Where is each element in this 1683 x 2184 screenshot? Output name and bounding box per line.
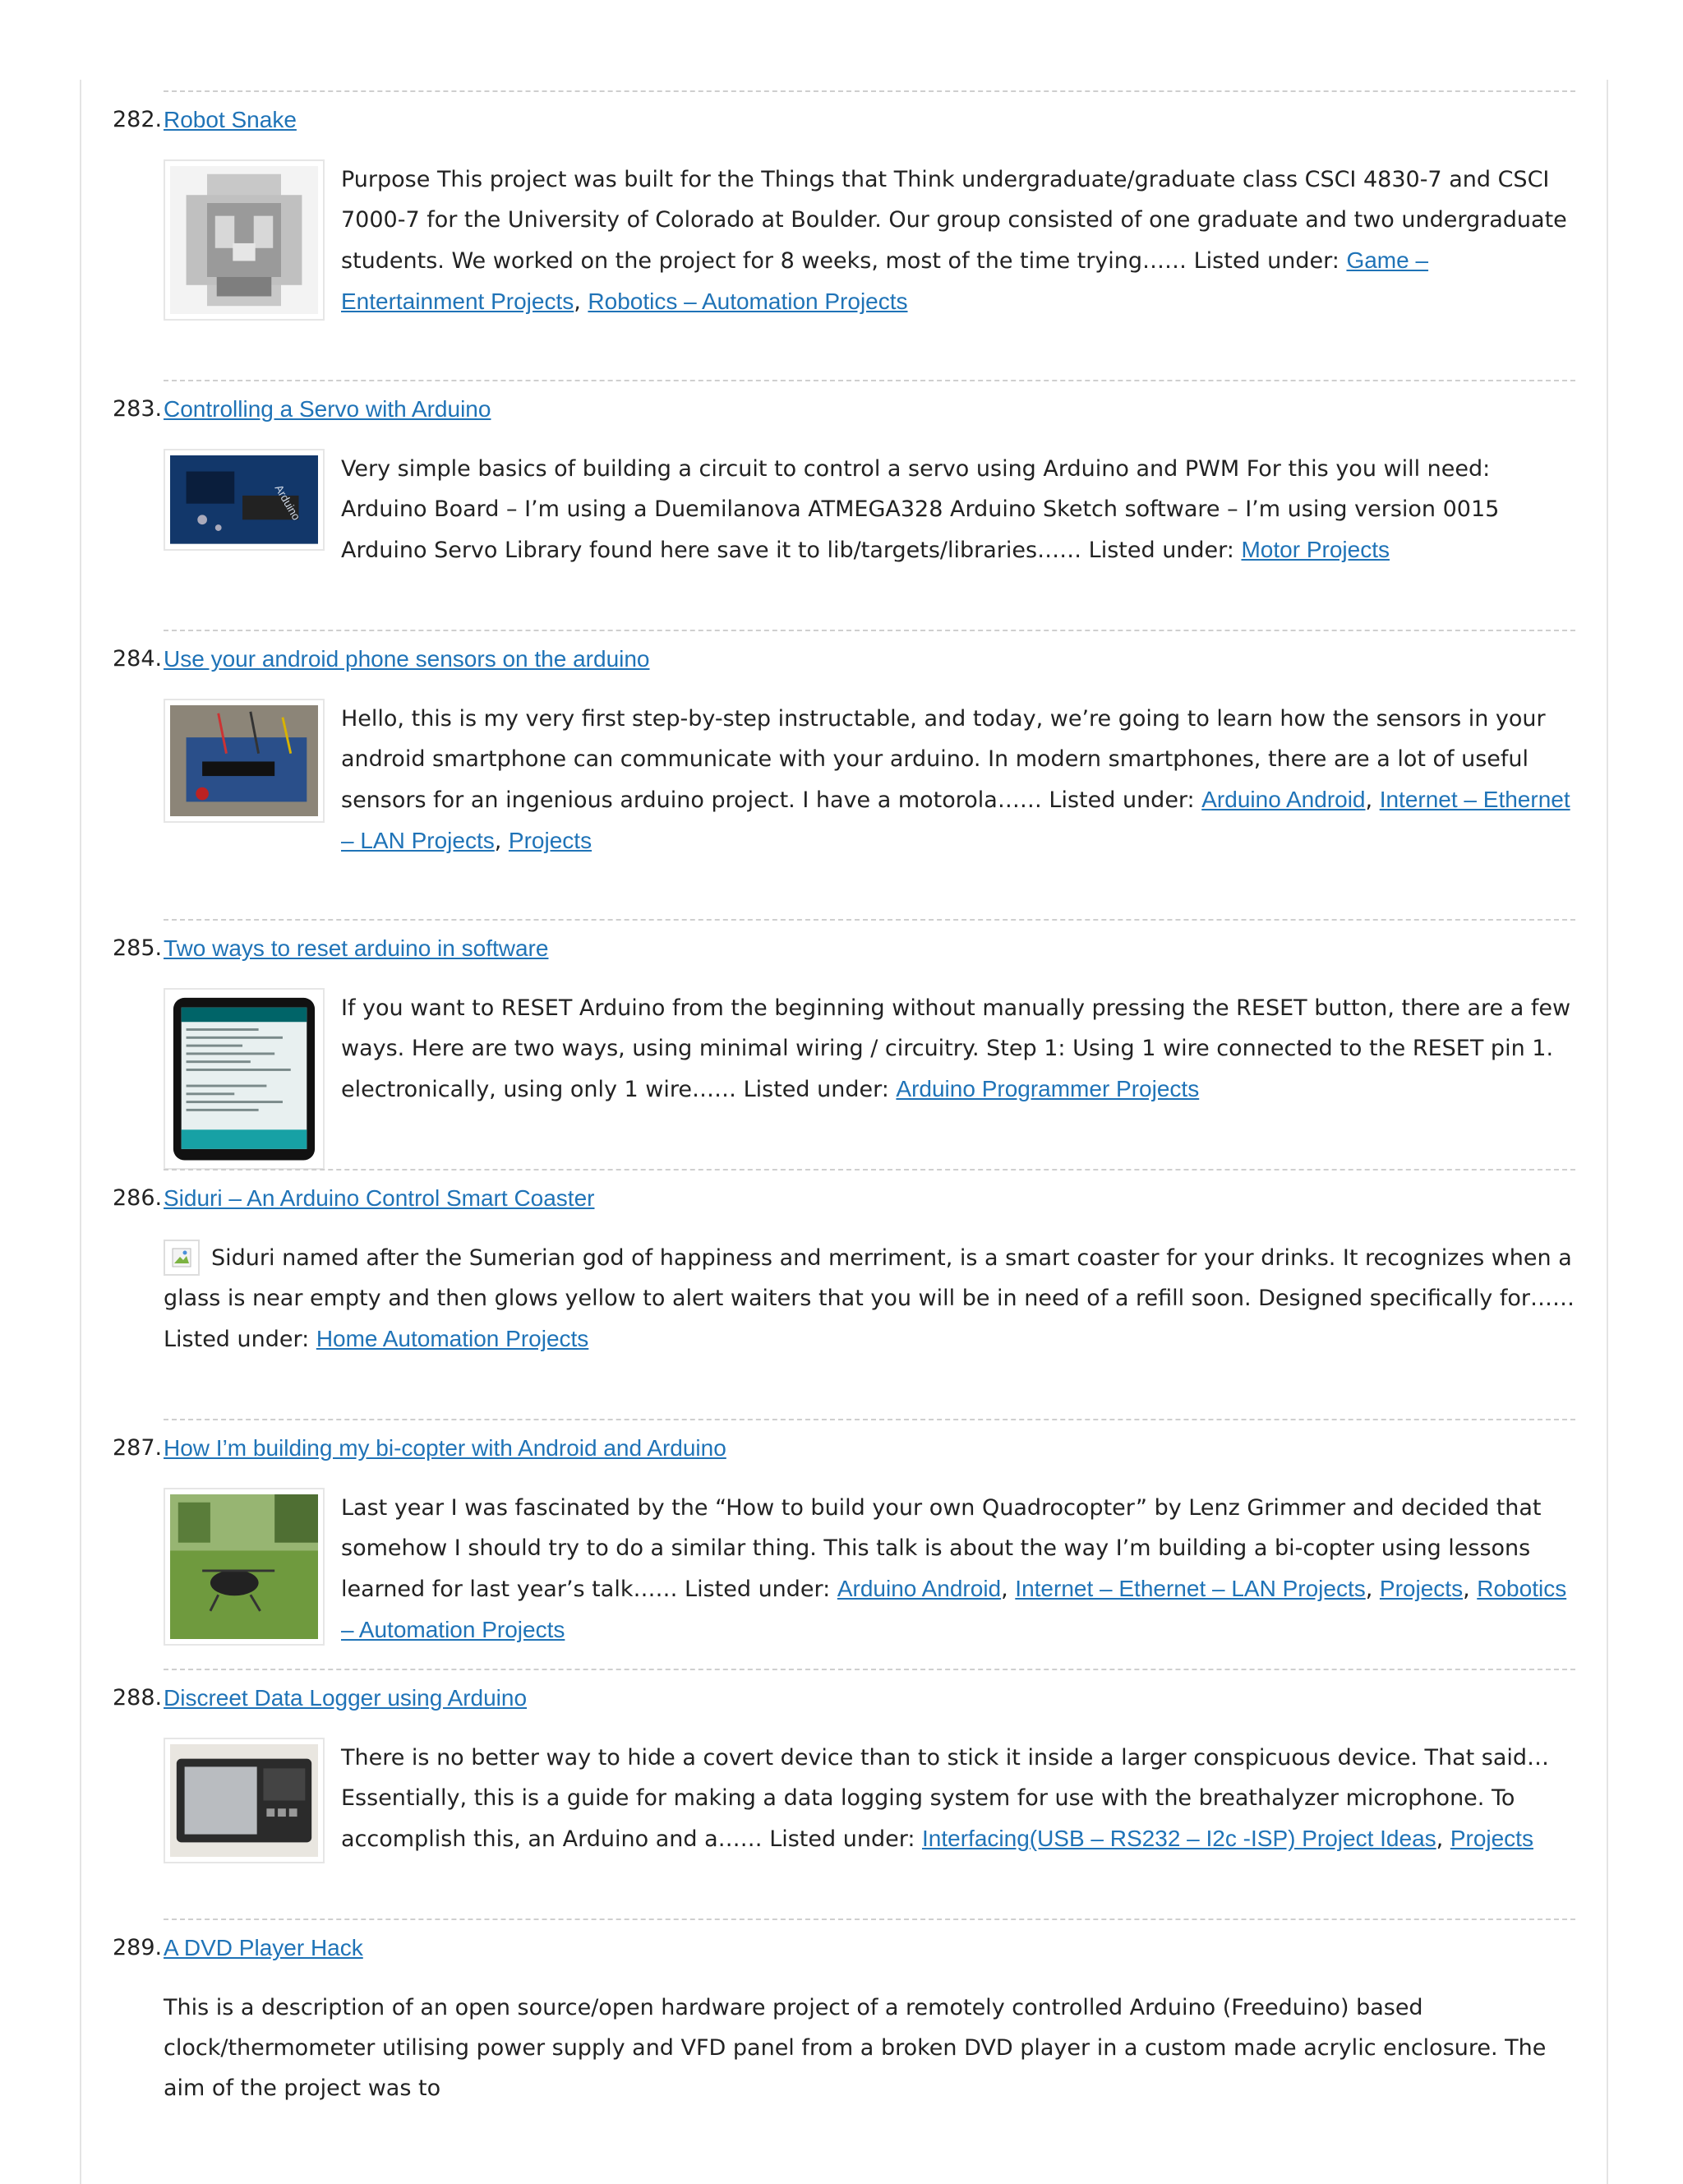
item-number: 285.	[113, 935, 163, 961]
item-number: 289.	[113, 1935, 163, 1960]
item-description: Hello, this is my very first step-by-step instructable, and today, we’re going to learn how the sensors in your android smartphone can communicate with your arduino. In modern smartphones, there are a lot of useful sensors for an ingenious arduino project. I have a motorola…… Listed under: Arduino Android, Internet – Ethernet – LAN Projects, Projects	[341, 706, 1570, 854]
thumbnail[interactable]	[164, 1488, 325, 1646]
divider	[164, 1169, 1575, 1170]
item-number: 288.	[113, 1685, 163, 1711]
bicopter-park-image	[170, 1494, 318, 1639]
item-title-link[interactable]: Two ways to reset arduino in software	[164, 935, 549, 961]
arduino-board-image	[170, 455, 318, 544]
item-description: If you want to RESET Arduino from the beginning without manually pressing the RESET button, there are a few ways. Here are two ways, using minimal wiring / circuitry. Step 1: Using 1 wire connected to the RESET pin 1. electronically, using only 1 wire…… Listed under: Arduino Programmer Projects	[341, 995, 1571, 1102]
tag-link[interactable]: Home Automation Projects	[316, 1326, 589, 1351]
list-item	[113, 90, 1575, 322]
tag-link[interactable]: Robotics – Automation Projects	[588, 289, 908, 314]
tag-link[interactable]: Projects	[1379, 1576, 1464, 1601]
cassette-recorder-image	[170, 1744, 318, 1857]
tag-link[interactable]: Internet – Ethernet – LAN Projects	[1015, 1576, 1366, 1601]
arduino-ide-tablet-image	[170, 995, 318, 1163]
divider	[164, 1669, 1575, 1670]
list-item	[113, 1419, 1575, 1651]
tag-link[interactable]: Internet – Ethernet – LAN Projects	[341, 787, 1570, 853]
item-description: Siduri named after the Sumerian god of happiness and merriment, is a smart coaster for your drinks. It recognizes when a glass is near empty and then glows yellow to alert waiters that you will be in need of a refill soon. Designed specifically for…… Listed under: Home Automation Projects	[164, 1238, 1575, 1360]
thumbnail[interactable]	[164, 699, 325, 823]
item-number: 284.	[113, 646, 163, 672]
item-title-link[interactable]: How I’m building my bi-copter with Android and Arduino	[164, 1435, 726, 1461]
thumbnail[interactable]	[164, 449, 325, 551]
item-title-link[interactable]: Robot Snake	[164, 107, 297, 132]
item-title-link[interactable]: Siduri – An Arduino Control Smart Coaster	[164, 1185, 595, 1211]
item-description: Very simple basics of building a circuit to control a servo using Arduino and PWM For this you will need: Arduino Board – I’m using a Duemilanova ATMEGA328 Arduino Sketch software – I’m using version 0015 Arduino Servo Library found here save it to lib/targets/libraries…… Listed under: Motor Projects	[341, 456, 1500, 563]
tag-link[interactable]: Projects	[1450, 1826, 1533, 1851]
item-title-link[interactable]: Use your android phone sensors on the arduino	[164, 646, 650, 672]
list-item	[113, 380, 1575, 570]
divider	[164, 630, 1575, 631]
item-description: Last year I was fascinated by the “How to build your own Quadrocopter” by Lenz Grimmer and decided that somehow I should try to do a similar thing. This talk is about the way I’m building a bi-copter using lessons learned for last year’s talk…… Listed under: Arduino Android, Internet – Ethernet – LAN Projects, Projects, Robotics – Automation Projects	[341, 1495, 1567, 1642]
item-description: There is no better way to hide a covert device than to stick it inside a larger conspicuous device. That said… Essentially, this is a guide for making a data logging system for use with the breathalyzer microphone. To accomplish this, an Arduino and a…… Listed under: Interfacing(USB – RS232 – I2c -ISP) Project Ideas, Projects	[341, 1745, 1550, 1852]
divider	[164, 380, 1575, 381]
item-title-link[interactable]: A DVD Player Hack	[164, 1935, 363, 1960]
thumbnail[interactable]	[164, 988, 325, 1170]
arduino-wires-image	[170, 705, 318, 816]
item-title-link[interactable]: Controlling a Servo with Arduino	[164, 396, 491, 422]
tag-link[interactable]: Arduino Programmer Projects	[896, 1076, 1200, 1101]
svg-text:Arduino: Arduino	[272, 483, 303, 523]
divider	[164, 1919, 1575, 1920]
tag-link[interactable]: Robotics – Automation Projects	[341, 1576, 1567, 1642]
divider	[164, 90, 1575, 92]
item-number: 287.	[113, 1435, 163, 1461]
item-number: 282.	[113, 107, 163, 132]
divider	[164, 919, 1575, 921]
list-item	[113, 1169, 1575, 1360]
item-title-link[interactable]: Discreet Data Logger using Arduino	[164, 1685, 528, 1711]
item-description: Purpose This project was built for the Things that Think undergraduate/graduate class CSCI 4830-7 and CSCI 7000-7 for the University of Colorado at Boulder. Our group consisted of one graduate and two undergraduate students. We worked on the project for 8 weeks, most of the time trying…… Listed under: Game – Entertainment Projects, Robotics – Automation Projects	[341, 167, 1567, 315]
divider	[164, 1419, 1575, 1420]
thumbnail[interactable]	[164, 159, 325, 321]
list-item	[113, 1669, 1575, 1863]
list-item	[113, 630, 1575, 861]
item-number: 283.	[113, 396, 163, 422]
tag-link[interactable]: Motor Projects	[1241, 537, 1390, 562]
item-number: 286.	[113, 1185, 163, 1211]
tag-link[interactable]: Arduino Android	[837, 1576, 1002, 1601]
tag-link[interactable]: Arduino Android	[1201, 787, 1366, 812]
broken-image-icon	[164, 1240, 200, 1276]
list-item	[113, 1919, 1575, 2108]
tag-link[interactable]: Projects	[508, 828, 593, 853]
tag-link[interactable]: Interfacing(USB – RS232 – I2c -ISP) Project Ideas	[922, 1826, 1436, 1851]
list-item	[113, 919, 1575, 1170]
item-description: This is a description of an open source/open hardware project of a remotely controlled Arduino (Freeduino) based clock/thermometer utilising power supply and VFD panel from a broken DVD player in a custom made acrylic enclosure. The aim of the project was to	[164, 1995, 1547, 2101]
tag-link[interactable]: Game – Entertainment Projects	[341, 247, 1429, 314]
robot-snake-image	[170, 166, 318, 314]
thumbnail[interactable]	[164, 1738, 325, 1863]
